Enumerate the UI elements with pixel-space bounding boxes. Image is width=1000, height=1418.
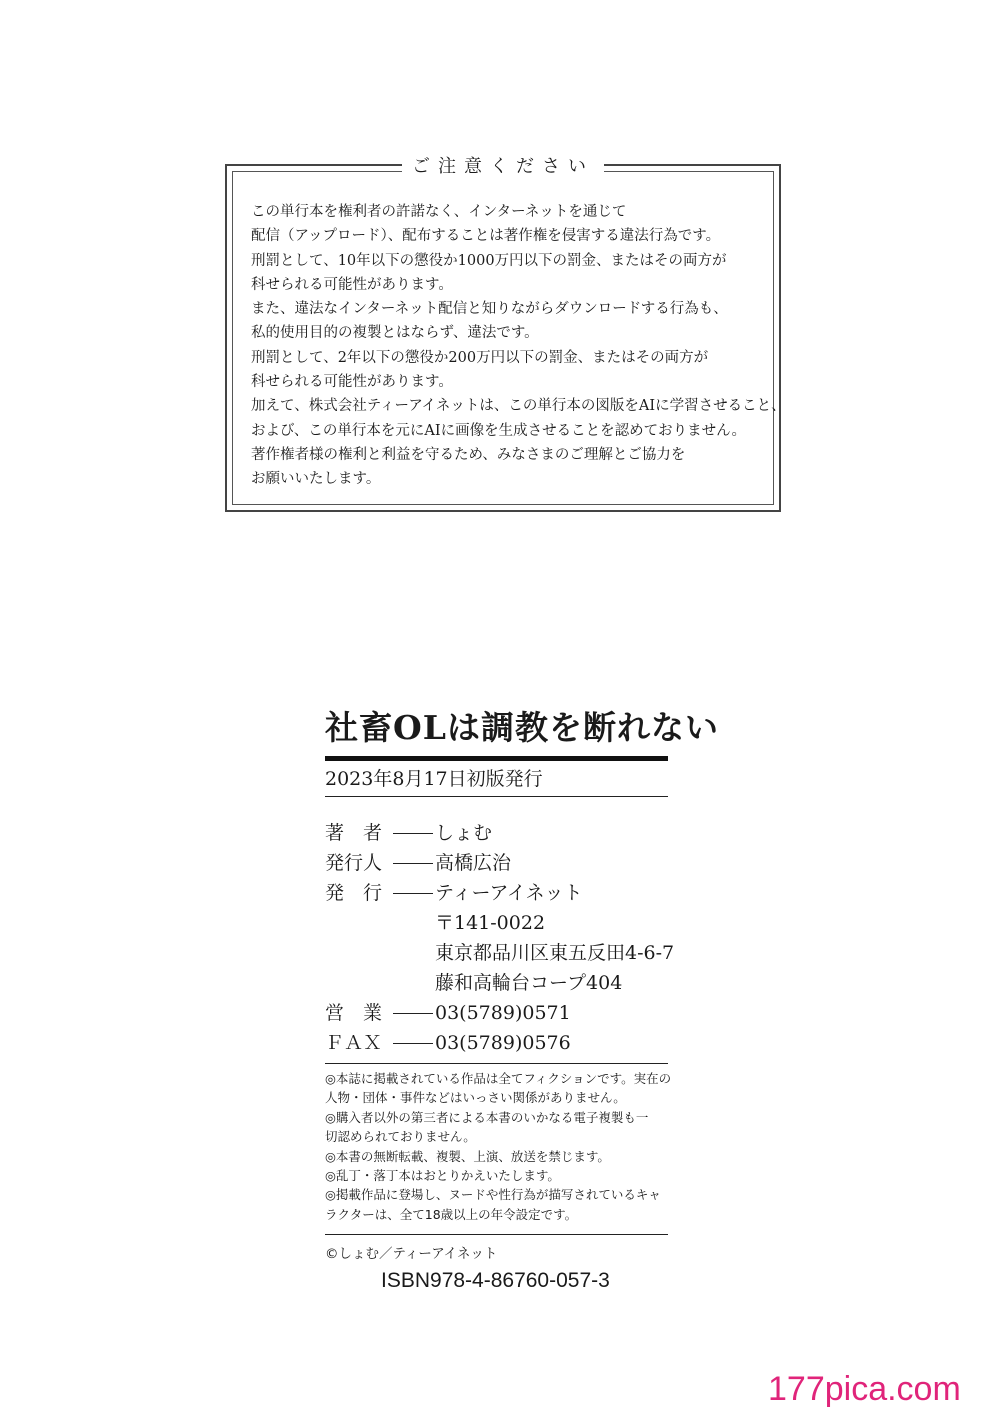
credit-dash — [393, 893, 433, 894]
notice-line: また、違法なインターネット配信と知りながらダウンロードする行為も、 — [251, 301, 728, 318]
note-line: ◎本書の無断転載、複製、上演、放送を禁じます。 — [325, 1148, 610, 1164]
credit-label: 発行人 — [325, 852, 383, 874]
copyright-line: ©しょむ／ティーアイネット — [325, 1246, 498, 1262]
notice-title — [227, 152, 779, 178]
title-rule — [325, 756, 668, 761]
publication-date: 2023年8月17日初版発行 — [325, 768, 543, 790]
notice-line: 加えて、株式会社ティーアイネットは、この単行本の図版をAIに学習させること、 — [251, 398, 786, 415]
notice-line: お願いいたします。 — [251, 471, 381, 488]
credit-row-sales — [325, 998, 685, 1028]
notice-box — [225, 156, 786, 512]
notice-text — [251, 200, 786, 492]
notice-line: 刑罰として、2年以下の懲役か200万円以下の罰金、またはその両方が — [251, 349, 709, 366]
book-title: 社畜OLは調教を断れない — [325, 708, 719, 747]
note-line: 人物・団体・事件などはいっさい関係がありません。 — [325, 1090, 626, 1106]
notice-line: 科せられる可能性があります。 — [251, 276, 453, 293]
credit-label: 発 行 — [325, 882, 383, 904]
credit-row-publisher-person — [325, 848, 685, 878]
note-line: ラクターは、全て18歳以上の年令設定です。 — [325, 1206, 578, 1222]
credit-row-postal — [325, 908, 685, 938]
credit-dash — [393, 833, 433, 834]
legal-notes — [325, 1069, 685, 1224]
credit-value: 03(5789)0576 — [435, 1032, 571, 1054]
credit-row-fax — [325, 1028, 685, 1058]
credit-value: しょむ — [435, 822, 493, 844]
notice-line: および、この単行本を元にAIに画像を生成させることを認めておりません。 — [251, 422, 746, 439]
watermark-text: 177pica.com — [768, 1370, 961, 1408]
credit-dash — [393, 1043, 433, 1044]
isbn: ISBN978-4-86760-057-3 — [381, 1269, 610, 1292]
credit-dash — [393, 1013, 433, 1014]
notice-line: 刑罰として、10年以下の懲役か1000万円以下の罰金、またはその両方が — [251, 252, 727, 269]
credit-label: ＦＡＸ — [325, 1032, 383, 1054]
credit-row-building — [325, 968, 685, 998]
credit-row-author — [325, 818, 685, 848]
credit-value: 03(5789)0571 — [435, 1002, 571, 1024]
credit-label: 著 者 — [325, 822, 383, 844]
credits-list — [325, 818, 685, 1058]
postal-code: 〒141-0022 — [435, 912, 546, 934]
notice-line: この単行本を権利者の許諾なく、インターネットを通じて — [251, 204, 627, 220]
credit-value: ティーアイネット — [435, 882, 583, 904]
notes-rule — [325, 1234, 668, 1235]
note-line: ◎本誌に掲載されている作品は全てフィクションです。実在の — [325, 1071, 672, 1086]
credits-rule — [325, 1063, 668, 1064]
note-line: ◎乱丁・落丁本はおとりかえいたします。 — [325, 1168, 560, 1184]
note-line: ◎購入者以外の第三者による本書のいかなる電子複製も一 — [325, 1109, 649, 1125]
building-line: 藤和高輪台コープ404 — [435, 972, 623, 994]
notice-title-text: ご注意ください — [402, 156, 604, 177]
notice-line: 科せられる可能性があります。 — [251, 374, 453, 391]
credit-row-address — [325, 938, 685, 968]
credit-value: 高橋広治 — [435, 852, 512, 874]
notice-line: 配信（アップロード）、配布することは著作権を侵害する違法行為です。 — [251, 228, 721, 245]
note-line: 切認められておりません。 — [325, 1129, 476, 1145]
notice-line: 著作権者様の権利と利益を守るため、みなさまのご理解とご協力を — [251, 446, 686, 463]
note-line: ◎掲載作品に登場し、ヌードや性行為が描写されているキャ — [325, 1187, 661, 1203]
date-rule — [325, 796, 668, 797]
credit-dash — [393, 863, 433, 864]
credit-row-publisher — [325, 878, 685, 908]
address-line: 東京都品川区東五反田4-6-7 — [435, 942, 675, 964]
notice-line: 私的使用目的の複製とはならず、違法です。 — [251, 325, 539, 342]
credit-label: 営 業 — [325, 1002, 383, 1024]
